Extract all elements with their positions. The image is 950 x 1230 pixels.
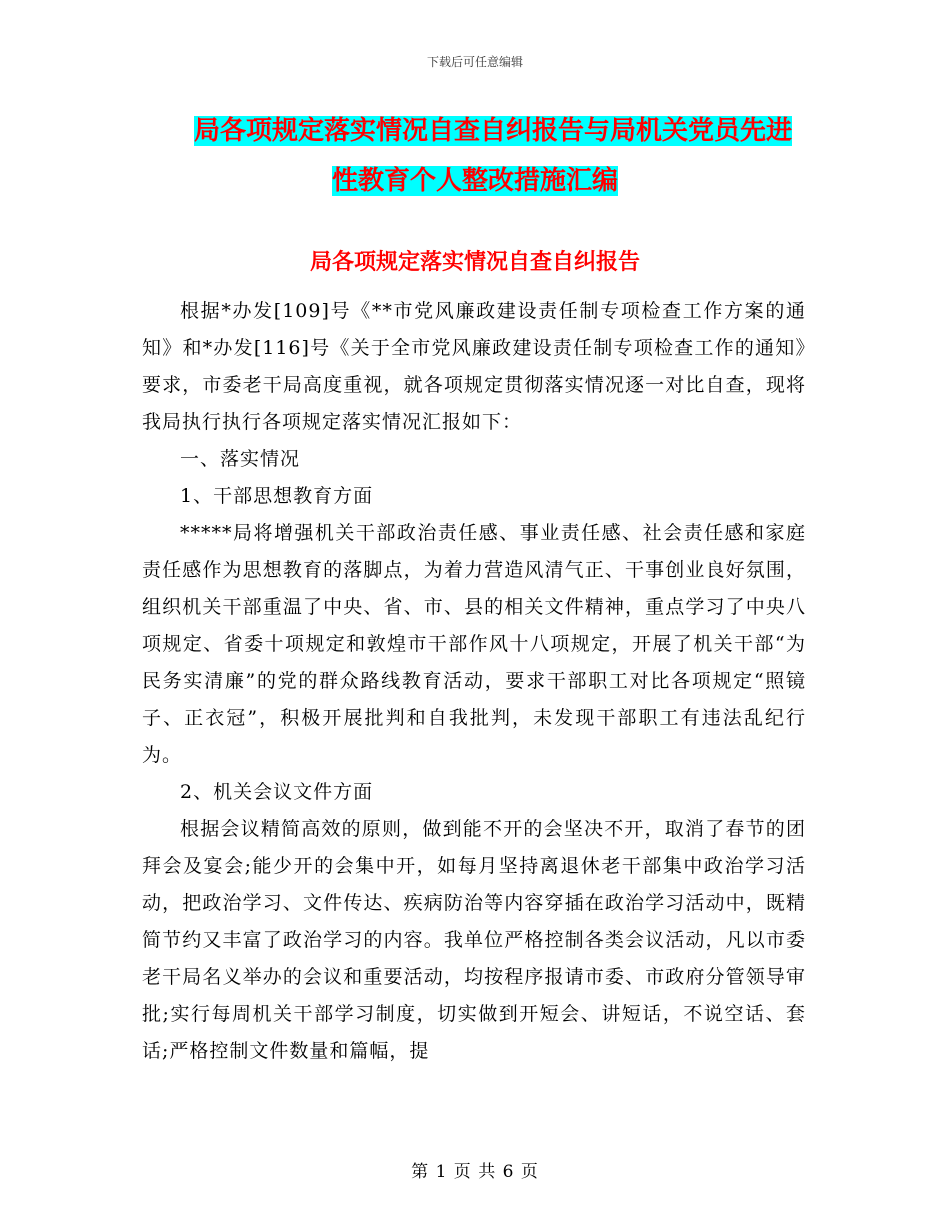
page-header-note: 下载后可任意编辑 bbox=[426, 55, 523, 69]
body-paragraph-cadre-education: *****局将增强机关干部政治责任感、事业责任感、社会责任感和家庭责任感作为思想教育的落脚点，为着力营造风清气正、干事创业良好氛围，组织机关干部重温了中央、省、市、县的相关文件精神，重点学习了中央八项规定、省委十项规定和敦煌市干部作风十八项规定，开展了机关干部“为民务实清廉”的党的群众路线教育活动，要求干部职工对比各项规定“照镜子、正衣冠”，积极开展批判和自我批判，未发现干部职工有违法乱纪行为。 bbox=[142, 522, 806, 766]
body-paragraph-meetings-documents: 根据会议精简高效的原则，做到能不开的会坚决不开，取消了春节的团拜会及宴会;能少开的会集中开，如每月坚持离退休老干部集中政治学习活动，把政治学习、文件传达、疾病防治等内容穿插在政治学习活动中，既精简节约又丰富了政治学习的内容。我单位严格控制各类会议活动，凡以市委老干局名义举办的会议和重要活动，均按程序报请市委、市政府分管领导审批;实行每周机关干部学习制度，切实做到开短会、讲短话，不说空话、套话;严格控制文件数量和篇幅，提 bbox=[142, 818, 806, 1062]
document-body bbox=[142, 293, 806, 1070]
section-title: 局各项规定落实情况自查自纠报告 bbox=[309, 250, 640, 275]
heading-cadre-education: 1、干部思想教育方面 bbox=[180, 485, 374, 507]
title-highlight-2: 性教育个人整改措施汇编 bbox=[331, 166, 618, 196]
title-highlight-1: 局各项规定落实情况自查自纠报告与局机关党员先进 bbox=[194, 116, 793, 146]
heading-meetings-documents: 2、机关会议文件方面 bbox=[180, 781, 374, 803]
document-title-line-2 bbox=[140, 156, 810, 206]
body-paragraph-intro: 根据*办发[109]号《**市党风廉政建设责任制专项检查工作方案的通知》和*办发[116]号《关于全市党风廉政建设责任制专项检查工作的通知》要求，市委老干局高度重视，就各项规定贯彻落实情况逐一对比自查，现将我局执行执行各项规定落实情况汇报如下： bbox=[142, 300, 806, 433]
document-title-line-1 bbox=[140, 106, 810, 156]
document-title bbox=[140, 106, 810, 206]
page-number: 第 1 页 共 6 页 bbox=[411, 1162, 539, 1182]
heading-implementation: 一、落实情况 bbox=[180, 448, 301, 470]
